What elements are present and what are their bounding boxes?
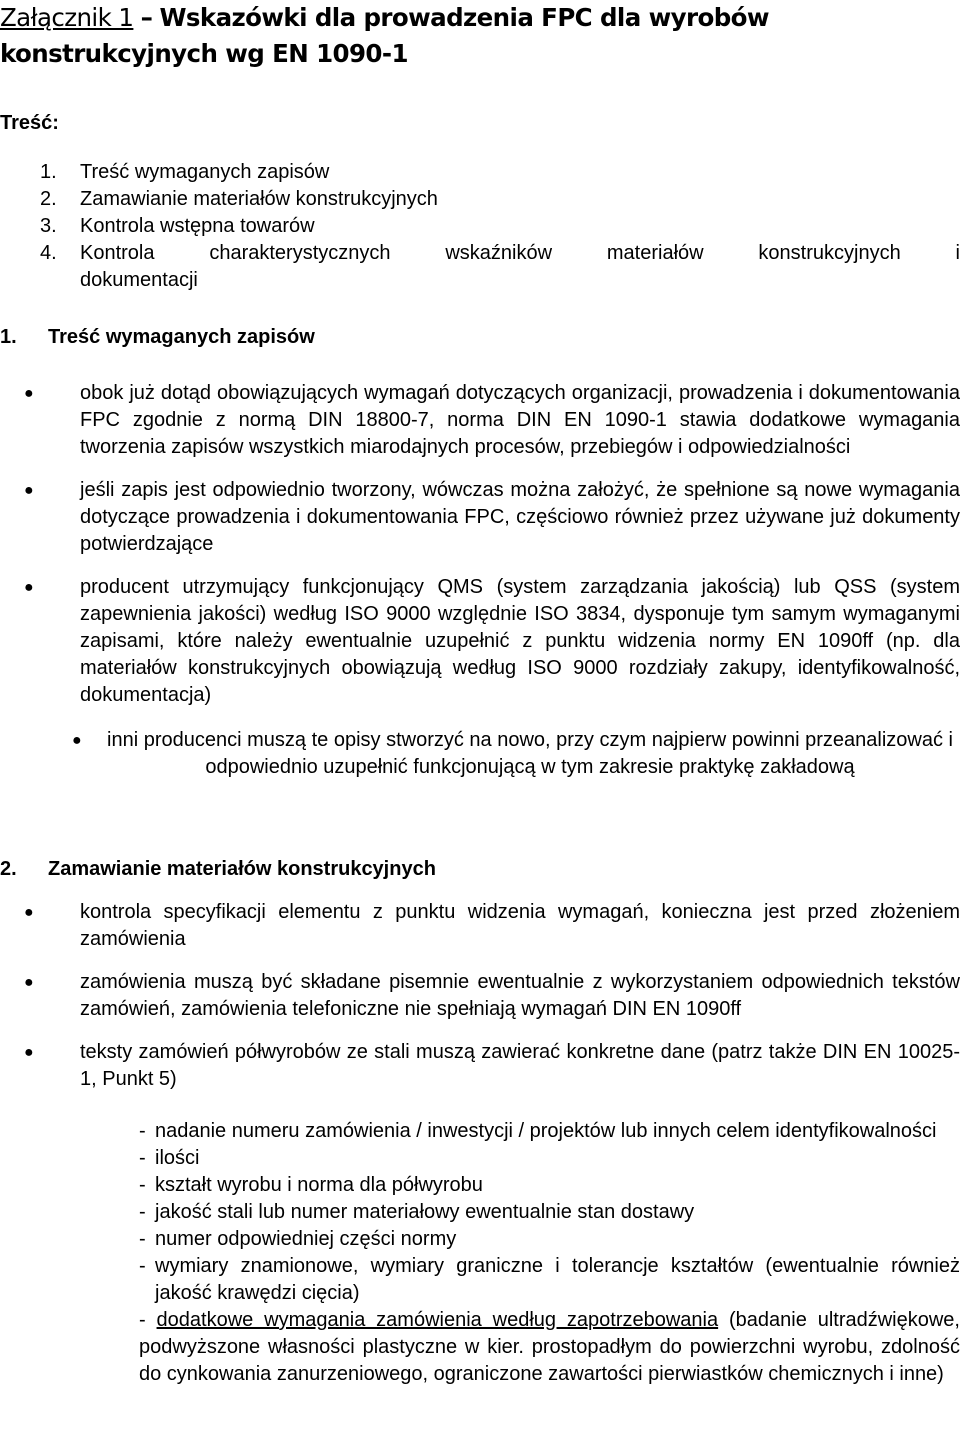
bullet-icon: ● (72, 732, 82, 749)
title-dash: – (140, 3, 153, 32)
toc-text: Kontrola wstępna towarów (80, 215, 315, 237)
toc-item (40, 213, 960, 240)
section-title: Zamawianie materiałów konstrukcyjnych (48, 858, 436, 880)
title-line-1 (0, 0, 960, 36)
bullet-item (0, 574, 960, 709)
bullet-icon: ● (24, 385, 34, 402)
dash-text: ilości (155, 1147, 200, 1169)
dash-marker: - (139, 1309, 146, 1331)
bullet-item (0, 969, 960, 1023)
bullet-icon: ● (24, 974, 34, 991)
order-details-list (0, 1118, 960, 1388)
bullet-icon: ● (24, 579, 34, 596)
dash-item (0, 1199, 960, 1226)
bullet-text: inni producenci muszą te opisy stworzyć na nowo, przy czym najpierw powinni przeanalizować i odpowiednio uzupełnić funkcjonującą w tym zakresie praktykę zakładową (107, 729, 953, 778)
section-2-bullets (0, 899, 960, 1107)
dash-marker: - (139, 1147, 146, 1169)
contents-label: Treść: (0, 112, 59, 134)
bullet-item (0, 477, 960, 558)
dash-text: jakość stali lub numer materiałowy ewentualnie stan dostawy (155, 1201, 695, 1223)
dash-item (0, 1118, 960, 1145)
toc-number: 2. (40, 188, 57, 210)
section-1-bullets (0, 380, 960, 795)
bullet-item (0, 380, 960, 461)
document-title (0, 0, 960, 72)
dash-marker: - (139, 1174, 146, 1196)
dash-item (0, 1253, 960, 1307)
dash-marker: - (139, 1228, 146, 1250)
dash-marker: - (139, 1120, 146, 1142)
section-number: 2. (0, 858, 17, 880)
dash-text: kształt wyrobu i norma dla półwyrobu (155, 1174, 483, 1196)
dash-item (0, 1226, 960, 1253)
toc-number: 4. (40, 242, 57, 264)
dash-text: nadanie numeru zamówienia / inwestycji / projektów lub innych celem identyfikowalności (155, 1120, 937, 1142)
toc-text: Zamawianie materiałów konstrukcyjnych (80, 188, 438, 210)
toc-number: 3. (40, 215, 57, 237)
bullet-text: teksty zamówień półwyrobów ze stali muszą zawierać konkretne dane (patrz także DIN EN 10025-1, Punkt 5) (80, 1041, 960, 1090)
table-of-contents (40, 159, 960, 294)
dash-item (0, 1145, 960, 1172)
toc-text-continuation: dokumentacji (80, 269, 198, 291)
toc-item (40, 240, 960, 267)
dash-text: numer odpowiedniej części normy (155, 1228, 457, 1250)
dash-marker: - (139, 1255, 146, 1277)
sub-bullet-item (0, 727, 960, 781)
title-prefix: Załącznik 1 (0, 3, 134, 32)
toc-text: Treść wymaganych zapisów (80, 161, 330, 183)
section-title: Treść wymaganych zapisów (48, 326, 315, 348)
title-text-1: Wskazówki dla prowadzenia FPC dla wyrobów (159, 3, 769, 32)
bullet-item (0, 1039, 960, 1093)
dash-item (0, 1172, 960, 1199)
bullet-icon: ● (24, 904, 34, 921)
bullet-text: obok już dotąd obowiązujących wymagań dotyczących organizacji, prowadzenia i dokumentowania FPC zgodnie z normą DIN 18800-7, norma DIN EN 1090-1 stawia dodatkowe wymagania tworzenia zapisów wszystkich miarodajnych procesów, przebiegów i odpowiedzialności (80, 382, 960, 458)
section-1-heading (0, 324, 315, 351)
toc-number: 1. (40, 161, 57, 183)
bullet-icon: ● (24, 1044, 34, 1061)
title-text-2: konstrukcyjnych wg EN 1090-1 (0, 39, 408, 68)
bullet-text: zamówienia muszą być składane pisemnie ewentualnie z wykorzystaniem odpowiednich tekstów zamówień, zamówienia telefoniczne nie spełniają wymagań DIN EN 1090ff (80, 971, 960, 1020)
toc-text: Kontrola charakterystycznych wskaźników materiałów konstrukcyjnych i (80, 242, 960, 264)
bullet-text: jeśli zapis jest odpowiednio tworzony, wówczas można założyć, że spełnione są nowe wymagania dotyczące prowadzenia i dokumentowania FPC, częściowo również przez używane już dokumenty potwierdzające (80, 479, 960, 555)
dash-marker: - (139, 1201, 146, 1223)
toc-item (40, 159, 960, 186)
bullet-text: producent utrzymujący funkcjonujący QMS (system zarządzania jakością) lub QSS (system zapewnienia jakości) według ISO 9000 względnie ISO 3834, dysponuje tym samym wymaganymi zapisami, które należy ewentualnie uzupełnić z punktu widzenia normy EN 1090ff (np. dla materiałów konstrukcyjnych obowiązują według ISO 9000 rozdziały zakupy, identyfikowalność, dokumentacja) (80, 576, 960, 706)
dash-text: wymiary znamionowe, wymiary graniczne i tolerancje kształtów (ewentualnie również jakość krawędzi cięcia) (155, 1255, 960, 1304)
dash-text-underlined: dodatkowe wymagania zamówienia według zapotrzebowania (156, 1309, 719, 1331)
section-2-heading (0, 856, 436, 883)
section-number: 1. (0, 326, 17, 348)
dash-item (0, 1307, 960, 1388)
bullet-item (0, 899, 960, 953)
bullet-text: kontrola specyfikacji elementu z punktu widzenia wymagań, konieczna jest przed złożeniem zamówienia (80, 901, 960, 950)
dash-text: (badanie ultradźwiękowe, podwyższone własności plastyczne w kier. prostopadłym do powierzchni wyrobu, zdolność do cynkowania zanurzeniowego, ograniczone zawartości pierwiastków chemicznych i inne) (139, 1309, 960, 1385)
toc-item (40, 186, 960, 213)
bullet-icon: ● (24, 482, 34, 499)
